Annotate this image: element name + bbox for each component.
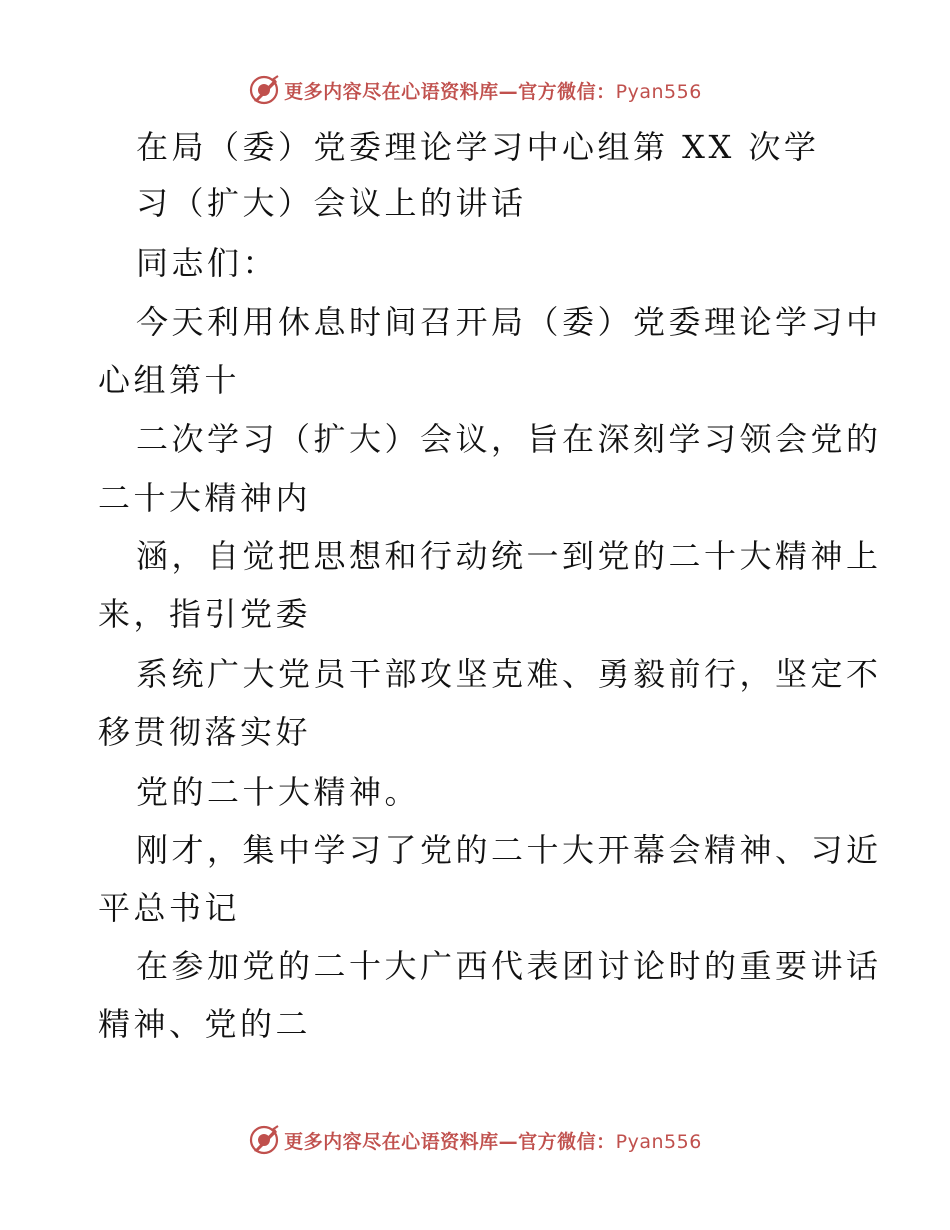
body-line: 心组第十 — [98, 361, 241, 399]
body-line: 二次学习（扩大）会议，旨在深刻学习领会党的 — [136, 420, 882, 458]
header-banner — [0, 70, 950, 110]
title-line-2: 习（扩大）会议上的讲话 — [136, 184, 527, 222]
title-line-1: 在局（委）党委理论学习中心组第 XX 次学 — [136, 128, 820, 166]
body-line: 在参加党的二十大广西代表团讨论时的重要讲话 — [136, 947, 882, 985]
body-line: 精神、党的二 — [98, 1005, 312, 1043]
salutation: 同志们： — [136, 244, 279, 282]
header-banner-text: 更多内容尽在心语资料库—官方微信：Pyan556 — [284, 80, 702, 103]
footer-banner-text: 更多内容尽在心语资料库—官方微信：Pyan556 — [284, 1130, 702, 1153]
body-line: 刚才，集中学习了党的二十大开幕会精神、习近 — [136, 831, 882, 869]
body-line: 平总书记 — [98, 889, 241, 927]
body-line: 系统广大党员干部攻坚克难、勇毅前行，坚定不 — [136, 655, 882, 693]
footer-banner-account: Pyan556 — [615, 1130, 702, 1153]
body-line: 今天利用休息时间召开局（委）党委理论学习中 — [136, 303, 882, 341]
body-line: 来，指引党委 — [98, 595, 312, 633]
body-line: 二十大精神内 — [98, 479, 312, 517]
footer-banner — [0, 1120, 950, 1160]
body-line: 移贯彻落实好 — [98, 713, 312, 751]
body-line: 涵，自觉把思想和行动统一到党的二十大精神上 — [136, 537, 882, 575]
header-banner-account: Pyan556 — [615, 80, 702, 103]
quill-logo-icon — [248, 74, 280, 106]
body-line: 党的二十大精神。 — [136, 773, 421, 811]
quill-logo-icon — [248, 1124, 280, 1156]
